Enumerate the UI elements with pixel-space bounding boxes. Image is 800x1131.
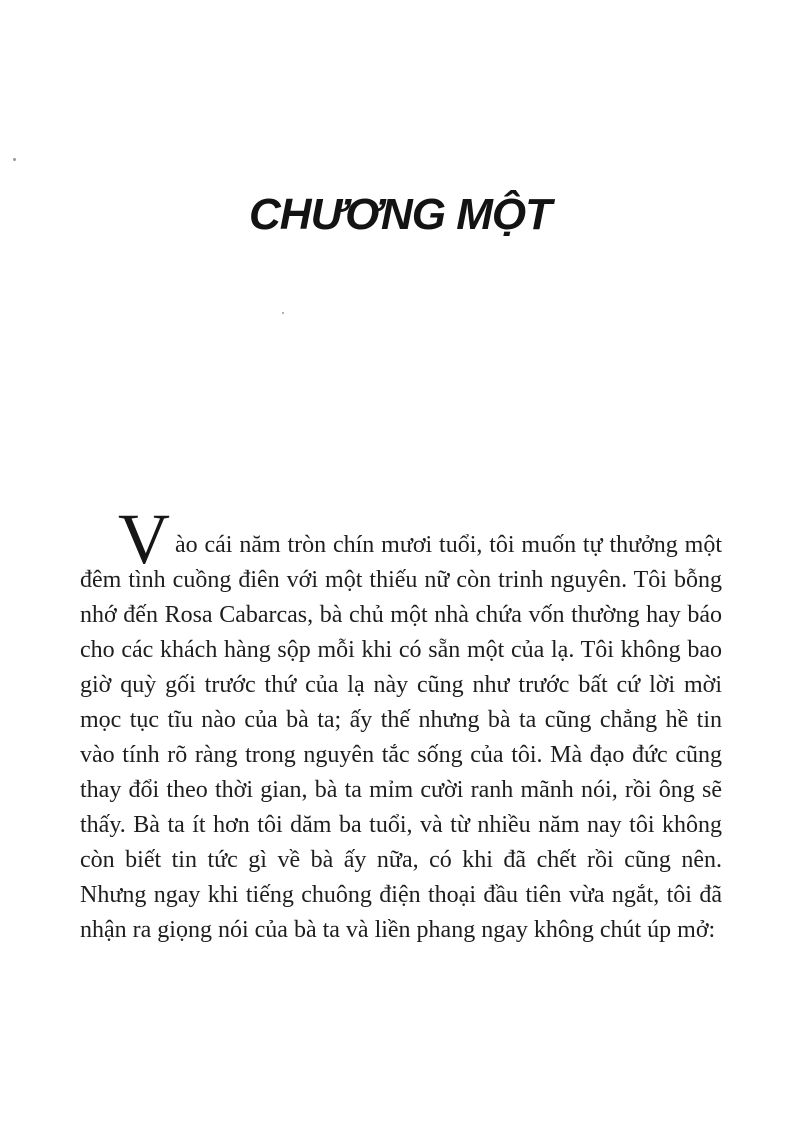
paragraph-text: ào cái năm tròn chín mươi tuổi, tôi muốn tự thưởng một đêm tình cuồng điên với một thiếu nữ còn trinh nguyên. Tôi bỗng nhớ đến Rosa Cabarcas, bà chủ một nhà chứa vốn thường hay báo cho các khách hàng sộp mỗi khi có sẵn một của lạ. Tôi không bao giờ quỳ gối trước thứ của lạ này cũng như trước bất cứ lời mời mọc tục tĩu nào của bà ta; ấy thế nhưng bà ta cũng chẳng hề tin vào tính rõ ràng trong nguyên tắc sống của tôi. Mà đạo đức cũng thay đổi theo thời gian, bà ta mỉm cười ranh mãnh nói, rồi ông sẽ thấy. Bà ta ít hơn tôi dăm ba tuổi, và từ nhiều năm nay tôi không còn biết tin tức gì về bà ấy nữa, có khi đã chết rồi cũng nên. Nhưng ngay khi tiếng chuông điện thoại đầu tiên vừa ngắt, tôi đã nhận ra giọng nói của bà ta và liền phang ngay không chút úp mở: [80, 532, 722, 943]
chapter-paragraph [80, 499, 722, 948]
drop-cap-letter: V [118, 499, 170, 579]
chapter-title: CHƯƠNG MỘT [249, 190, 551, 239]
scan-speck [13, 158, 16, 161]
scan-speck [282, 312, 284, 314]
